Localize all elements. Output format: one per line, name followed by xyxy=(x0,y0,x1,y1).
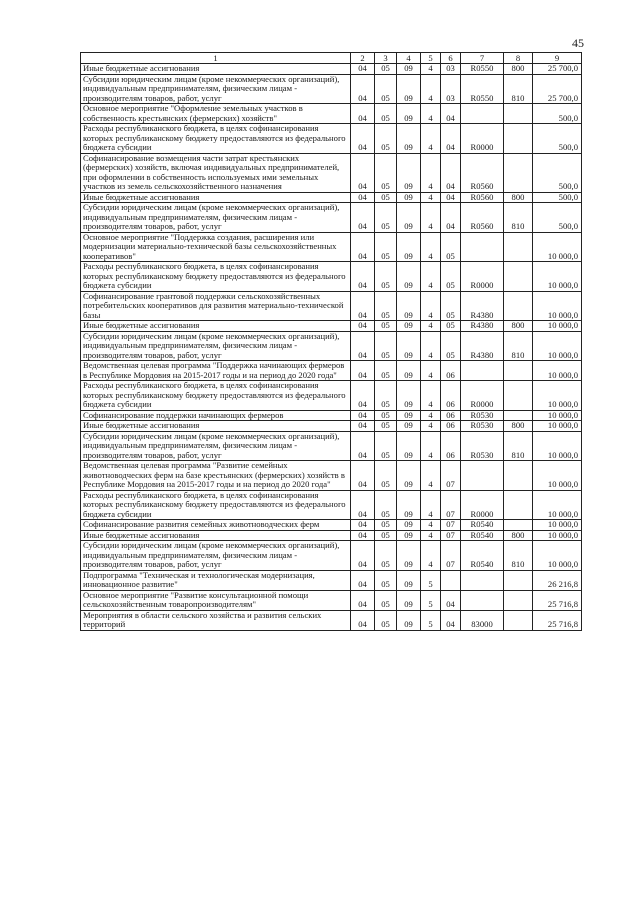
col-ministry: 04 xyxy=(351,124,375,154)
col-amount: 25 716,8 xyxy=(533,610,582,630)
row-description: Софинансирование развития семейных животноводческих ферм xyxy=(81,520,351,531)
col-program: 4 xyxy=(421,520,441,531)
col-expense-type: 810 xyxy=(504,541,533,571)
col-subsection: 09 xyxy=(397,104,421,124)
col-expense-type xyxy=(504,232,533,262)
col-expense-type: 800 xyxy=(504,192,533,203)
col-subprogram: 04 xyxy=(441,104,461,124)
col-section: 05 xyxy=(375,361,397,381)
col-expense-type xyxy=(504,291,533,321)
col-subsection: 09 xyxy=(397,590,421,610)
col-target-item: R0550 xyxy=(461,74,504,104)
col-amount: 10 000,0 xyxy=(533,232,582,262)
col-expense-type xyxy=(504,381,533,411)
table-row xyxy=(81,203,582,233)
table-row xyxy=(81,64,582,75)
col-program: 4 xyxy=(421,291,441,321)
col-program: 4 xyxy=(421,431,441,461)
col-subsection: 09 xyxy=(397,431,421,461)
col-subsection: 09 xyxy=(397,570,421,590)
col-program: 4 xyxy=(421,153,441,192)
table-row xyxy=(81,321,582,332)
col-subprogram: 05 xyxy=(441,232,461,262)
column-header: 6 xyxy=(441,53,461,64)
row-description: Субсидии юридическим лицам (кроме некоммерческих организаций), индивидуальным предпринимателям, физическим лицам - производителям товаров, работ, услуг xyxy=(81,541,351,571)
col-subprogram: 03 xyxy=(441,74,461,104)
col-expense-type xyxy=(504,610,533,630)
row-description: Мероприятия в области сельского хозяйства и развития сельских территорий xyxy=(81,610,351,630)
col-section: 05 xyxy=(375,74,397,104)
row-description: Иные бюджетные ассигнования xyxy=(81,530,351,541)
col-section: 05 xyxy=(375,232,397,262)
col-target-item: R0540 xyxy=(461,530,504,541)
table-header-row xyxy=(81,53,582,64)
col-expense-type xyxy=(504,410,533,421)
col-section: 05 xyxy=(375,321,397,332)
col-ministry: 04 xyxy=(351,541,375,571)
budget-table xyxy=(80,52,582,631)
col-amount: 500,0 xyxy=(533,192,582,203)
col-subprogram: 06 xyxy=(441,410,461,421)
column-header: 7 xyxy=(461,53,504,64)
table-row xyxy=(81,262,582,292)
col-expense-type xyxy=(504,570,533,590)
table-row xyxy=(81,570,582,590)
col-target-item: R0560 xyxy=(461,153,504,192)
col-target-item xyxy=(461,570,504,590)
col-program: 4 xyxy=(421,232,441,262)
col-section: 05 xyxy=(375,530,397,541)
col-target-item: R0530 xyxy=(461,431,504,461)
col-subsection: 09 xyxy=(397,331,421,361)
col-expense-type: 810 xyxy=(504,431,533,461)
col-target-item xyxy=(461,461,504,491)
col-target-item: 83000 xyxy=(461,610,504,630)
table-row xyxy=(81,361,582,381)
column-header: 9 xyxy=(533,53,582,64)
col-amount: 500,0 xyxy=(533,153,582,192)
row-description: Субсидии юридическим лицам (кроме некоммерческих организаций), индивидуальным предпринимателям, физическим лицам - производителям товаров, работ, услуг xyxy=(81,203,351,233)
col-subprogram: 04 xyxy=(441,192,461,203)
row-description: Основное мероприятие "Поддержка создания, расширения или модернизации материально-технической базы сельскохозяйственных кооперативов" xyxy=(81,232,351,262)
table-row xyxy=(81,490,582,520)
row-description: Иные бюджетные ассигнования xyxy=(81,421,351,432)
row-description: Расходы республиканского бюджета, в целях софинансирования которых республиканскому бюджету предоставляются из федерального бюджета субсидии xyxy=(81,124,351,154)
col-subsection: 09 xyxy=(397,520,421,531)
row-description: Иные бюджетные ассигнования xyxy=(81,192,351,203)
col-expense-type: 800 xyxy=(504,530,533,541)
row-description: Основное мероприятие "Оформление земельных участков в собственность крестьянских (фермерских) хозяйств" xyxy=(81,104,351,124)
col-subsection: 09 xyxy=(397,262,421,292)
col-amount: 10 000,0 xyxy=(533,381,582,411)
column-header: 8 xyxy=(504,53,533,64)
row-description: Софинансирование возмещения части затрат крестьянских (фермерских) хозяйств, включая индивидуальных предпринимателей, при оформлении в собственность используемых ими земельных участков из земель сельскохозяйственного назначения xyxy=(81,153,351,192)
col-section: 05 xyxy=(375,331,397,361)
column-header: 3 xyxy=(375,53,397,64)
col-subsection: 09 xyxy=(397,461,421,491)
table-row xyxy=(81,520,582,531)
col-ministry: 04 xyxy=(351,381,375,411)
table-row xyxy=(81,232,582,262)
col-program: 4 xyxy=(421,461,441,491)
col-section: 05 xyxy=(375,461,397,491)
col-target-item: R0530 xyxy=(461,421,504,432)
col-subsection: 09 xyxy=(397,541,421,571)
col-subsection: 09 xyxy=(397,361,421,381)
row-description: Субсидии юридическим лицам (кроме некоммерческих организаций), индивидуальным предпринимателям, физическим лицам - производителям товаров, работ, услуг xyxy=(81,431,351,461)
col-expense-type xyxy=(504,361,533,381)
col-ministry: 04 xyxy=(351,461,375,491)
col-amount: 500,0 xyxy=(533,124,582,154)
row-description: Субсидии юридическим лицам (кроме некоммерческих организаций), индивидуальным предпринимателям, физическим лицам - производителям товаров, работ, услуг xyxy=(81,331,351,361)
col-section: 05 xyxy=(375,104,397,124)
col-program: 4 xyxy=(421,381,441,411)
col-program: 4 xyxy=(421,64,441,75)
row-description: Ведомственная целевая программа "Развитие семейных животноводческих ферм на базе крестьянских (фермерских) хозяйств в Республике Мордовия на 2015-2017 годы и на период до 2020 года" xyxy=(81,461,351,491)
col-subsection: 09 xyxy=(397,153,421,192)
col-subsection: 09 xyxy=(397,291,421,321)
col-subsection: 09 xyxy=(397,321,421,332)
col-section: 05 xyxy=(375,124,397,154)
col-program: 4 xyxy=(421,192,441,203)
col-target-item: R0000 xyxy=(461,490,504,520)
col-program: 5 xyxy=(421,570,441,590)
col-subsection: 09 xyxy=(397,192,421,203)
table-row xyxy=(81,331,582,361)
col-ministry: 04 xyxy=(351,431,375,461)
col-subprogram: 06 xyxy=(441,421,461,432)
col-program: 4 xyxy=(421,361,441,381)
col-target-item xyxy=(461,590,504,610)
col-subprogram: 06 xyxy=(441,431,461,461)
col-section: 05 xyxy=(375,410,397,421)
col-section: 05 xyxy=(375,610,397,630)
row-description: Иные бюджетные ассигнования xyxy=(81,64,351,75)
row-description: Основное мероприятие "Развитие консультационной помощи сельскохозяйственным товаропроизводителям" xyxy=(81,590,351,610)
col-subprogram: 07 xyxy=(441,490,461,520)
col-ministry: 04 xyxy=(351,570,375,590)
col-program: 4 xyxy=(421,541,441,571)
col-expense-type: 800 xyxy=(504,64,533,75)
col-subsection: 09 xyxy=(397,381,421,411)
col-target-item xyxy=(461,104,504,124)
col-amount: 10 000,0 xyxy=(533,291,582,321)
table-row xyxy=(81,421,582,432)
col-expense-type: 800 xyxy=(504,321,533,332)
table-row xyxy=(81,410,582,421)
col-subsection: 09 xyxy=(397,530,421,541)
col-expense-type: 810 xyxy=(504,331,533,361)
col-subprogram: 03 xyxy=(441,64,461,75)
col-expense-type xyxy=(504,124,533,154)
col-target-item: R4380 xyxy=(461,331,504,361)
col-section: 05 xyxy=(375,520,397,531)
column-header: 5 xyxy=(421,53,441,64)
col-ministry: 04 xyxy=(351,203,375,233)
col-section: 05 xyxy=(375,153,397,192)
col-program: 4 xyxy=(421,74,441,104)
col-expense-type xyxy=(504,153,533,192)
row-description: Софинансирование поддержки начинающих фермеров xyxy=(81,410,351,421)
col-ministry: 04 xyxy=(351,232,375,262)
col-ministry: 04 xyxy=(351,520,375,531)
col-ministry: 04 xyxy=(351,74,375,104)
table-row xyxy=(81,104,582,124)
row-description: Субсидии юридическим лицам (кроме некоммерческих организаций), индивидуальным предпринимателям, физическим лицам - производителям товаров, работ, услуг xyxy=(81,74,351,104)
col-expense-type xyxy=(504,590,533,610)
col-ministry: 04 xyxy=(351,153,375,192)
col-target-item: R4380 xyxy=(461,291,504,321)
col-section: 05 xyxy=(375,590,397,610)
col-amount: 10 000,0 xyxy=(533,530,582,541)
col-amount: 10 000,0 xyxy=(533,541,582,571)
col-amount: 10 000,0 xyxy=(533,321,582,332)
col-target-item: R0540 xyxy=(461,541,504,571)
col-ministry: 04 xyxy=(351,610,375,630)
col-target-item: R0540 xyxy=(461,520,504,531)
col-amount: 26 216,8 xyxy=(533,570,582,590)
col-target-item xyxy=(461,232,504,262)
col-amount: 10 000,0 xyxy=(533,431,582,461)
col-amount: 25 700,0 xyxy=(533,74,582,104)
col-amount: 10 000,0 xyxy=(533,421,582,432)
col-ministry: 04 xyxy=(351,291,375,321)
col-ministry: 04 xyxy=(351,321,375,332)
table-row xyxy=(81,610,582,630)
table-row xyxy=(81,291,582,321)
col-subprogram: 07 xyxy=(441,461,461,491)
table-row xyxy=(81,461,582,491)
col-expense-type xyxy=(504,104,533,124)
col-ministry: 04 xyxy=(351,104,375,124)
table-row xyxy=(81,74,582,104)
col-ministry: 04 xyxy=(351,64,375,75)
col-section: 05 xyxy=(375,381,397,411)
col-amount: 10 000,0 xyxy=(533,520,582,531)
col-subprogram: 05 xyxy=(441,321,461,332)
col-ministry: 04 xyxy=(351,410,375,421)
col-subsection: 09 xyxy=(397,203,421,233)
row-description: Расходы республиканского бюджета, в целях софинансирования которых республиканскому бюджету предоставляются из федерального бюджета субсидии xyxy=(81,381,351,411)
row-description: Софинансирование грантовой поддержки сельскохозяйственных потребительских кооперативов для развития материально-технической базы xyxy=(81,291,351,321)
col-subprogram: 06 xyxy=(441,361,461,381)
col-subsection: 09 xyxy=(397,232,421,262)
col-expense-type xyxy=(504,461,533,491)
row-description: Ведомственная целевая программа "Поддержка начинающих фермеров в Республике Мордовия на 2015-2017 годы и на период до 2020 года" xyxy=(81,361,351,381)
col-subprogram: 04 xyxy=(441,610,461,630)
col-program: 4 xyxy=(421,203,441,233)
column-header: 2 xyxy=(351,53,375,64)
col-amount: 10 000,0 xyxy=(533,361,582,381)
col-target-item: R0560 xyxy=(461,203,504,233)
col-target-item xyxy=(461,361,504,381)
col-subprogram: 07 xyxy=(441,530,461,541)
col-section: 05 xyxy=(375,490,397,520)
table-row xyxy=(81,431,582,461)
col-expense-type: 810 xyxy=(504,203,533,233)
col-amount: 10 000,0 xyxy=(533,410,582,421)
col-subprogram: 05 xyxy=(441,291,461,321)
col-target-item: R0000 xyxy=(461,262,504,292)
col-program: 4 xyxy=(421,530,441,541)
col-program: 5 xyxy=(421,610,441,630)
table-row xyxy=(81,541,582,571)
column-header: 1 xyxy=(81,53,351,64)
col-program: 4 xyxy=(421,331,441,361)
row-description: Иные бюджетные ассигнования xyxy=(81,321,351,332)
col-subprogram: 04 xyxy=(441,203,461,233)
col-subprogram: 07 xyxy=(441,520,461,531)
col-target-item: R0000 xyxy=(461,381,504,411)
col-subsection: 09 xyxy=(397,410,421,421)
col-target-item: R0530 xyxy=(461,410,504,421)
col-subprogram xyxy=(441,570,461,590)
col-section: 05 xyxy=(375,541,397,571)
col-subsection: 09 xyxy=(397,64,421,75)
col-program: 4 xyxy=(421,124,441,154)
col-subprogram: 05 xyxy=(441,262,461,292)
col-ministry: 04 xyxy=(351,590,375,610)
row-description: Расходы республиканского бюджета, в целях софинансирования которых республиканскому бюджету предоставляются из федерального бюджета субсидии xyxy=(81,262,351,292)
col-target-item: R4380 xyxy=(461,321,504,332)
col-subprogram: 06 xyxy=(441,381,461,411)
col-expense-type xyxy=(504,520,533,531)
col-expense-type xyxy=(504,262,533,292)
col-ministry: 04 xyxy=(351,262,375,292)
table-row xyxy=(81,590,582,610)
col-target-item: R0550 xyxy=(461,64,504,75)
col-amount: 25 700,0 xyxy=(533,64,582,75)
col-program: 4 xyxy=(421,490,441,520)
col-subsection: 09 xyxy=(397,610,421,630)
col-program: 4 xyxy=(421,410,441,421)
col-section: 05 xyxy=(375,570,397,590)
col-subsection: 09 xyxy=(397,421,421,432)
col-section: 05 xyxy=(375,262,397,292)
table-row xyxy=(81,124,582,154)
col-subprogram: 04 xyxy=(441,153,461,192)
col-section: 05 xyxy=(375,431,397,461)
col-program: 4 xyxy=(421,104,441,124)
col-program: 5 xyxy=(421,590,441,610)
col-amount: 10 000,0 xyxy=(533,262,582,292)
col-section: 05 xyxy=(375,291,397,321)
col-subprogram: 07 xyxy=(441,541,461,571)
col-program: 4 xyxy=(421,262,441,292)
row-description: Расходы республиканского бюджета, в целях софинансирования которых республиканскому бюджету предоставляются из федерального бюджета субсидии xyxy=(81,490,351,520)
col-subprogram: 04 xyxy=(441,124,461,154)
col-target-item: R0560 xyxy=(461,192,504,203)
table-row xyxy=(81,153,582,192)
col-expense-type: 810 xyxy=(504,74,533,104)
col-subsection: 09 xyxy=(397,124,421,154)
col-amount: 10 000,0 xyxy=(533,331,582,361)
col-subprogram: 04 xyxy=(441,590,461,610)
col-amount: 500,0 xyxy=(533,104,582,124)
col-subsection: 09 xyxy=(397,74,421,104)
col-amount: 25 716,8 xyxy=(533,590,582,610)
column-header: 4 xyxy=(397,53,421,64)
col-program: 4 xyxy=(421,421,441,432)
col-subprogram: 05 xyxy=(441,331,461,361)
col-program: 4 xyxy=(421,321,441,332)
table-row xyxy=(81,381,582,411)
col-ministry: 04 xyxy=(351,490,375,520)
table-row xyxy=(81,192,582,203)
col-section: 05 xyxy=(375,64,397,75)
col-amount: 10 000,0 xyxy=(533,490,582,520)
col-amount: 500,0 xyxy=(533,203,582,233)
col-ministry: 04 xyxy=(351,421,375,432)
col-amount: 10 000,0 xyxy=(533,461,582,491)
col-ministry: 04 xyxy=(351,192,375,203)
row-description: Подпрограмма "Техническая и технологическая модернизация, инновационное развитие" xyxy=(81,570,351,590)
col-subsection: 09 xyxy=(397,490,421,520)
table-row xyxy=(81,530,582,541)
col-expense-type: 800 xyxy=(504,421,533,432)
page-number: 45 xyxy=(572,36,584,50)
col-section: 05 xyxy=(375,192,397,203)
col-ministry: 04 xyxy=(351,361,375,381)
col-target-item: R0000 xyxy=(461,124,504,154)
col-section: 05 xyxy=(375,421,397,432)
col-section: 05 xyxy=(375,203,397,233)
col-ministry: 04 xyxy=(351,530,375,541)
col-expense-type xyxy=(504,490,533,520)
col-ministry: 04 xyxy=(351,331,375,361)
